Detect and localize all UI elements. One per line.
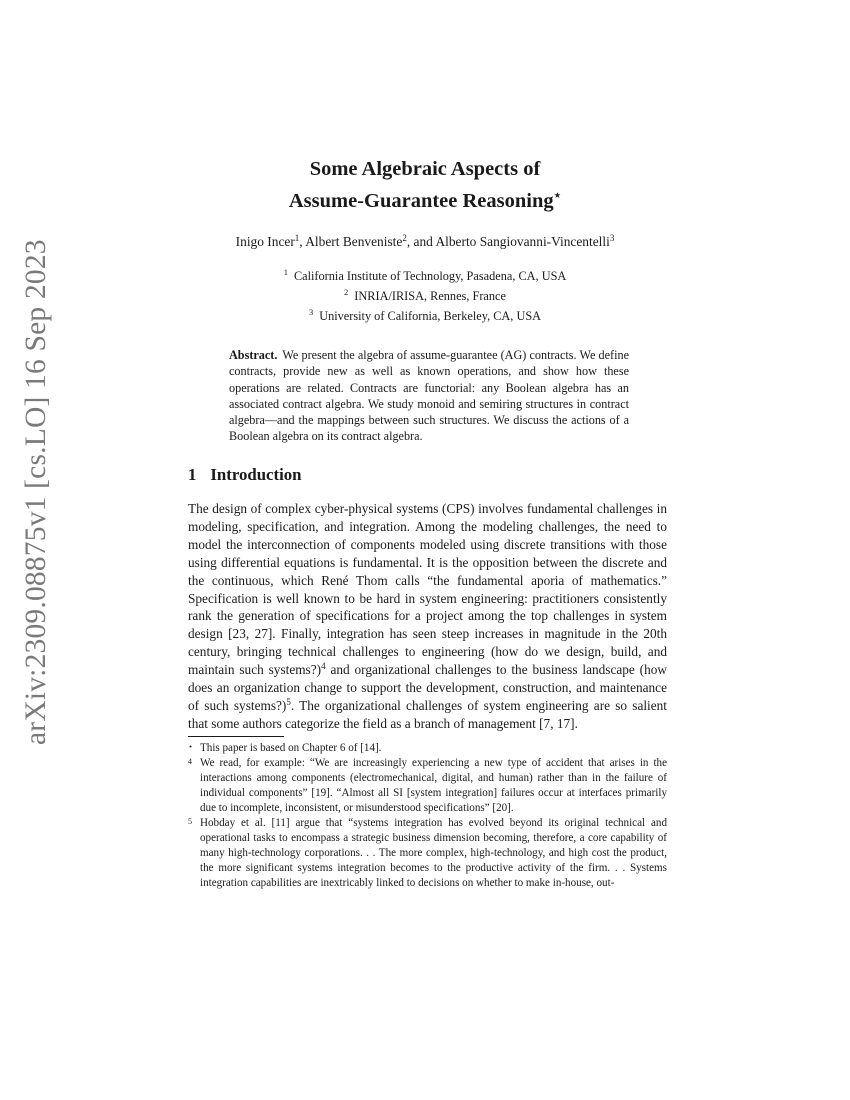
author-name: Inigo Incer	[235, 234, 295, 249]
footnote-ref[interactable]: 5	[286, 696, 291, 707]
affiliation-text: California Institute of Technology, Pasadena, CA, USA	[293, 269, 567, 283]
affiliation	[0, 304, 850, 324]
body-text	[188, 500, 667, 733]
affiliation-text: INRIA/IRISA, Rennes, France	[354, 289, 506, 303]
affiliation	[0, 264, 850, 284]
affiliation-mark: 2	[344, 287, 349, 297]
author-name: Alberto Sangiovanni-Vincentelli	[435, 234, 610, 249]
affiliation	[0, 284, 850, 304]
author-name: Albert Benveniste	[305, 234, 403, 249]
section-heading	[188, 465, 301, 485]
title-line-2	[0, 182, 850, 214]
body-text-part: The design of complex cyber-physical systems (CPS) involves fundamental challenges in modeling, specification, and integration. Among the modeling challenges, the need to model the interconnection of components modeled using discrete transitions with those using differential equations is fundamental. It is the opposition between the discrete and the continuous, which René Thom calls “the fundamental aporia of mathematics.” Specification is well known to be hard in system engineering: practitioners consistently rank the generation of specifications for a project among the top challenges in system design [23, 27]. Finally, integration has seen steep increases in magnitude in the 20th century, bringing technical challenges to engineering (how do we design, build, and maintain such systems?)	[188, 501, 667, 678]
footnote-text: Hobday et al. [11] argue that “systems integration has evolved beyond its original technical and operational tasks to encompass a strategic business dimension becoming, therefore, a core capability of many high-technology corporations. . . The more complex, high-technology, and high cost the product, the more significant systems integration becomes to the productive activity of the firm. . . Systems integration capabilities are inextricably linked to decisions on whether to make in-house, out-	[200, 817, 667, 889]
footnote-mark: 5	[188, 817, 192, 826]
author-separator: , and	[406, 234, 436, 249]
author-affiliation-mark: 2	[402, 233, 407, 243]
footnote-divider	[188, 736, 284, 737]
footnote-list	[188, 741, 667, 891]
affiliation-mark: 1	[283, 267, 288, 277]
footnote-mark: 4	[188, 757, 192, 766]
paragraph	[188, 500, 667, 733]
footnote-ref[interactable]: 4	[321, 661, 326, 672]
paper-title	[0, 156, 850, 214]
author-affiliation-mark: 1	[294, 233, 300, 243]
footnote	[188, 756, 667, 816]
arxiv-identifier: arXiv:2309.08875v1 [cs.LO] 16 Sep 2023	[20, 239, 52, 745]
footnote-text: We read, for example: “We are increasingly experiencing a new type of accident that arises in the interactions among components (electromechanical, digital, and human) rather than in the failure of individual components” [19]. “Almost all SI [system integration] failures occur at interfaces primarily due to incomplete, inconsistent, or misunderstood specifications” [20].	[200, 757, 667, 814]
abstract-text: We present the algebra of assume-guarantee (AG) contracts. We define contracts, provide new as well as known operations, and show how these operations are related. Contracts are functorial: any Boolean algebra has an associated contract algebra. We study monoid and semiring structures in contract algebra—and the mappings between such structures. We discuss the actions of a Boolean algebra on its contract algebra.	[229, 348, 629, 444]
body-text-part: and organizational challenges to the business landscape (how does an organization change to support the development, construction, and maintenance of such systems?)	[188, 662, 668, 713]
affiliation-list	[0, 264, 850, 324]
abstract-label: Abstract.	[229, 348, 278, 362]
footnote	[188, 816, 667, 891]
affiliation-mark: 3	[308, 307, 314, 317]
body-text-part: . The organizational challenges of system engineering are so salient that some authors categorize the field as a branch of management [7, 17].	[188, 697, 667, 731]
abstract	[229, 347, 629, 445]
footnote	[188, 741, 667, 756]
affiliation-text: University of California, Berkeley, CA, USA	[319, 309, 542, 323]
author-separator: ,	[299, 234, 306, 249]
author-list	[0, 233, 850, 250]
section-number: 1	[188, 465, 197, 484]
title-line-2-text: Assume-Guarantee Reasoning	[288, 190, 554, 212]
title-footnote-mark[interactable]: ⋆	[553, 188, 562, 202]
footnote-mark: ⋆	[188, 742, 194, 751]
footnote-text: This paper is based on Chapter 6 of [14].	[200, 742, 382, 754]
title-line-1: Some Algebraic Aspects of	[309, 158, 541, 180]
author-affiliation-mark: 3	[609, 233, 615, 243]
section-title: Introduction	[210, 465, 302, 484]
